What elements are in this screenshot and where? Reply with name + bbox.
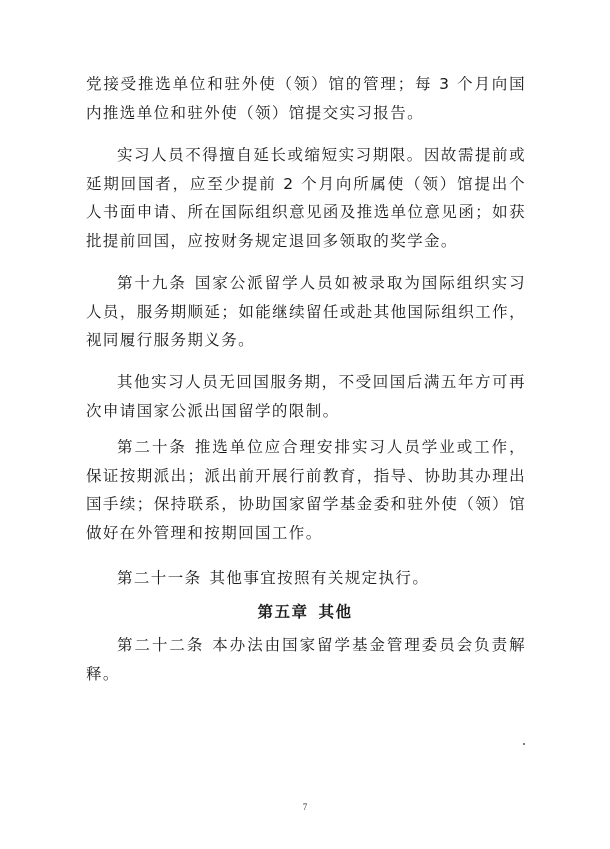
article-text: 推选单位应合理安排实习人员学业或工作，保证按期派出；派出前开展行前教育，指导、协助其办理出国手续；保持联系，协助国家留学基金委和驻外使（领）馆做好在外管理和按期回国工作。 (86, 438, 526, 542)
paragraph-reporting (86, 70, 526, 127)
article-label: 第二十一条 (117, 569, 202, 587)
paragraph-text: 党接受推选单位和驻外使（领）馆的管理；每 3 个月向国内推选单位和驻外使（领）馆提交实习报告。 (86, 75, 526, 122)
stray-dot-mark (523, 743, 525, 745)
article-22 (86, 631, 526, 688)
article-label: 第十九条 (117, 274, 187, 292)
chapter-number: 第五章 (257, 603, 309, 621)
paragraph-early-return (86, 141, 526, 255)
article-label: 第二十二条 (117, 636, 205, 654)
chapter-title: 其他 (318, 603, 353, 621)
paragraph-text: 实习人员不得擅自延长或缩短实习期限。因故需提前或延期回国者，应至少提前 2 个月向所属使（领）馆提出个人书面申请、所在国际组织意见函及推选单位意见函；如获批提前回国，应按财务规定退回多领取的奖学金。 (86, 146, 526, 250)
article-21 (86, 564, 526, 593)
page-number: 7 (302, 802, 308, 812)
paragraph-text: 其他实习人员无回国服务期，不受回国后满五年方可再次申请国家公派出国留学的限制。 (86, 373, 526, 420)
article-20 (86, 433, 526, 547)
article-text: 其他事宜按照有关规定执行。 (209, 569, 430, 587)
paragraph-other-interns (86, 368, 526, 425)
article-19 (86, 269, 526, 355)
article-label: 第二十条 (117, 438, 187, 456)
article-text: 本办法由国家留学基金管理委员会负责解释。 (86, 636, 526, 683)
article-text: 国家公派留学人员如被录取为国际组织实习人员，服务期顺延；如能继续留任或赴其他国际组织工作，视同履行服务期义务。 (86, 274, 526, 349)
chapter-heading (0, 600, 610, 622)
